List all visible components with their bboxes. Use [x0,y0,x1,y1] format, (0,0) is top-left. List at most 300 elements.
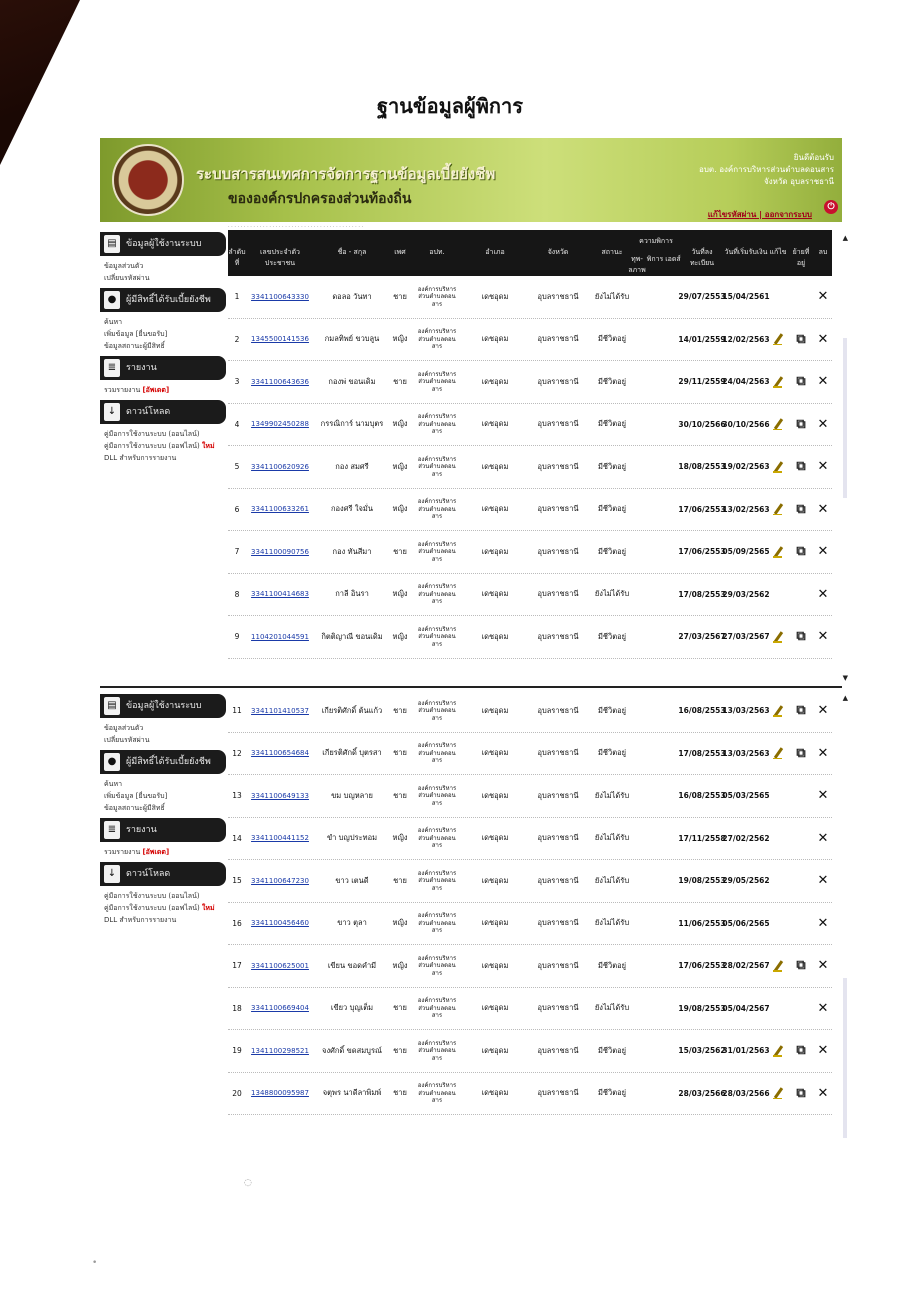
cell-start-date: 13/03/2563 [722,748,770,758]
column-header: ย้ายที่อยู่ [792,248,810,267]
cell-status: ยังไม่ได้รับ [594,833,630,843]
edit-pencil-icon[interactable] [773,747,783,759]
table-cell [724,733,768,775]
edit-pencil-icon[interactable] [773,418,783,430]
table-cell [228,574,246,616]
table-row[interactable] [228,616,832,659]
sidebar-section-header[interactable] [100,862,226,886]
delete-x-icon[interactable]: ✕ [817,1043,829,1059]
table-cell [724,276,768,318]
copy-icon[interactable]: ⧉ [796,629,806,645]
sidebar-link[interactable] [100,260,226,272]
citizen-id-link[interactable]: 3341100456460 [251,919,309,928]
table-cell [528,945,588,987]
cell-province: อุบลราชธานี [537,960,579,970]
table-cell [814,1030,832,1072]
table-cell [388,1073,412,1115]
column-header: อปท. [429,248,445,256]
cell-start-date: 24/04/2563 [722,377,770,387]
sidebar-link-text: คู่มือการใช้งานระบบ (ออนไลน์) [104,892,200,900]
column-header: ชื่อ - สกุล [337,248,367,256]
delete-x-icon[interactable]: ✕ [817,586,829,602]
table-cell [528,775,588,817]
table-cell [680,489,724,531]
table-cell [528,531,588,573]
column-header: วันที่ลงทะเบียน [689,248,715,267]
citizen-id-link[interactable]: 1345500141536 [251,335,309,344]
table-cell [768,319,788,361]
copy-icon[interactable]: ⧉ [796,958,806,974]
citizen-id-link[interactable]: 3341100090756 [251,547,309,556]
table-cell [316,1030,388,1072]
table-cell [388,903,412,945]
table-row[interactable] [228,860,832,903]
cell-district: เดชอุดม [481,833,509,843]
table-cell [814,574,832,616]
cell-reg-date: 16/08/2553 [678,791,726,801]
delete-x-icon[interactable]: ✕ [817,544,829,560]
column-header: อำเภอ [485,248,505,256]
table-cell [464,531,526,573]
citizen-id-link[interactable]: 3341100414683 [251,590,309,599]
cell-province: อุบลราชธานี [537,1003,579,1013]
table-cell [790,616,812,658]
table-cell [790,690,812,732]
copy-icon[interactable]: ⧉ [796,1043,806,1059]
cell-province: อุบลราชธานี [537,631,579,641]
table-cell [316,775,388,817]
data-table [228,690,832,1115]
sidebar-link-text: รวมรายงาน [104,848,143,856]
delete-x-icon[interactable]: ✕ [817,331,829,347]
cell-sex: ชาย [393,291,407,301]
cell-org: องค์การบริหารส่วนตำบลดอนสาร [417,954,457,977]
sidebar-link[interactable] [100,384,226,396]
table-cell [464,733,526,775]
citizen-id-link[interactable]: 3341100625001 [251,961,309,970]
table-cell [768,690,788,732]
logout-icon[interactable]: ⏻ [824,200,838,214]
table-cell [464,319,526,361]
delete-x-icon[interactable]: ✕ [817,459,829,475]
sidebar-link[interactable] [100,272,226,284]
sidebar-link-text: ข้อมูลส่วนตัว [104,262,144,270]
edit-pencil-icon[interactable] [773,503,783,515]
table-cell [388,733,412,775]
table-cell [680,945,724,987]
user-icon: ● [104,753,120,771]
table-cell [724,1030,768,1072]
sidebar-link[interactable] [100,328,226,340]
sidebar-link[interactable] [100,340,226,352]
table-row[interactable] [228,818,832,861]
citizen-id-link[interactable]: 1104201044591 [251,632,309,641]
table-cell [528,489,588,531]
delete-x-icon[interactable]: ✕ [817,374,829,390]
sidebar-link[interactable] [100,734,226,746]
cell-start-date: 05/04/2567 [722,1003,770,1013]
sidebar-link[interactable] [100,914,226,926]
cell-org: องค์การบริหารส่วนตำบลดอนสาร [417,498,457,520]
sidebar-section-title: รายงาน [126,825,157,835]
sidebar-link[interactable] [100,778,226,790]
table-cell [228,1030,246,1072]
table-cell [814,1073,832,1115]
copy-icon[interactable]: ⧉ [796,331,806,347]
cell-district: เดชอุดม [481,748,509,758]
table-cell [464,1030,526,1072]
table-cell [388,404,412,446]
table-cell [814,860,832,902]
table-cell [790,276,812,318]
data-table [228,230,832,659]
table-row[interactable] [228,531,832,574]
sidebar-link-text: ค้นหา [104,318,123,326]
table-cell [414,319,460,361]
table-cell [814,489,832,531]
delete-x-icon[interactable]: ✕ [817,289,829,305]
table-cell [768,616,788,658]
table-row[interactable] [228,446,832,489]
table-cell [790,1030,812,1072]
table-cell [680,574,724,616]
table-row[interactable] [228,319,832,362]
table-cell [768,860,788,902]
citizen-id-link[interactable]: 3341100649133 [251,791,309,800]
cell-sex: หญิง [392,631,408,641]
table-row[interactable] [228,1073,832,1116]
table-cell [528,818,588,860]
cell-name: กองศรี ใจมั่น [330,504,373,514]
column-header: เพศ [394,248,406,256]
table-row[interactable] [228,988,832,1031]
scroll-up-arrow[interactable]: ▲ [842,234,848,242]
delete-x-icon[interactable]: ✕ [817,745,829,761]
scroll-up-arrow[interactable]: ▲ [842,694,848,702]
table-cell [724,860,768,902]
cell-province: อุบลราชธานี [537,875,579,885]
cell-province: อุบลราชธานี [537,461,579,471]
citizen-id-link[interactable]: 3341100643636 [251,377,309,386]
sidebar-link-text: รวมรายงาน [104,386,143,394]
table-cell [588,616,636,658]
sidebar-section-header[interactable] [100,818,226,842]
column-subheader: พิการ [646,255,664,263]
edit-pencil-icon[interactable] [773,705,783,717]
sidebar-link[interactable] [100,846,226,858]
report-icon: ≣ [104,821,120,839]
cell-status: ยังไม่ได้รับ [594,1003,630,1013]
sidebar-section-title: รายงาน [126,363,157,373]
table-row[interactable] [228,945,832,988]
cell-no: 16 [232,918,242,928]
citizen-id-link[interactable]: 3341100654684 [251,749,309,758]
table-cell [724,531,768,573]
cell-reg-date: 15/03/2562 [678,1046,726,1056]
scrollbar[interactable] [843,338,847,498]
cell-status: มีชีวิตอยู่ [597,631,626,641]
edit-pencil-icon[interactable] [773,333,783,345]
table-row[interactable] [228,733,832,776]
table-cell [790,733,812,775]
cell-no: 18 [232,1003,242,1013]
citizen-id-link[interactable]: 3341101410537 [251,706,309,715]
copy-icon[interactable]: ⧉ [796,703,806,719]
table-row[interactable] [228,903,832,946]
table-row[interactable] [228,489,832,532]
table-row[interactable] [228,361,832,404]
sidebar-section-header[interactable] [100,750,226,774]
cell-org: องค์การบริหารส่วนตำบลดอนสาร [417,827,457,849]
copy-icon[interactable]: ⧉ [796,745,806,761]
column-header: แก้ไข [769,248,787,256]
cell-start-date: 29/03/2562 [722,589,770,599]
delete-x-icon[interactable]: ✕ [817,1000,829,1016]
delete-x-icon[interactable]: ✕ [817,1085,829,1101]
cell-start-date: 13/02/2563 [722,504,770,514]
cell-sex: หญิง [392,461,408,471]
table-cell [814,690,832,732]
sidebar-section-title: ดาวน์โหลด [126,407,171,417]
user-info [654,152,834,188]
table-cell [768,276,788,318]
cell-district: เดชอุดม [481,790,509,800]
cell-start-date: 12/02/2563 [722,334,770,344]
citizen-id-link[interactable]: 3341100633261 [251,505,309,514]
table-cell [248,860,312,902]
cell-district: เดชอุดม [481,960,509,970]
table-cell [528,860,588,902]
column-header: สถานะ [601,248,623,256]
sidebar-link[interactable] [100,890,226,902]
sidebar-link[interactable] [100,722,226,734]
edit-pencil-icon[interactable] [773,1087,783,1099]
cell-org: องค์การบริหารส่วนตำบลดอนสาร [417,370,457,393]
column-subheader: เอดส์ [665,255,681,263]
citizen-id-link[interactable]: 1348800095987 [251,1089,309,1098]
sidebar-link-text: ข้อมูลส่วนตัว [104,724,144,732]
cell-start-date: 19/02/2563 [722,462,770,472]
sidebar-section-title: ดาวน์โหลด [126,869,171,879]
table-cell [724,616,768,658]
cell-org: องค์การบริหารส่วนตำบลดอนสาร [417,455,457,478]
copy-icon[interactable]: ⧉ [796,374,806,390]
cell-district: เดชอุดม [481,1003,509,1013]
table-cell [790,446,812,488]
cell-org: องค์การบริหารส่วนตำบลดอนสาร [417,1039,457,1062]
cell-no: 13 [232,791,242,801]
table-cell [588,860,636,902]
edit-pencil-icon[interactable] [773,1045,783,1057]
copy-icon[interactable]: ⧉ [796,416,806,432]
cell-no: 3 [234,377,240,387]
edit-pencil-icon[interactable] [773,960,783,972]
table-cell [316,319,388,361]
cell-no: 9 [234,632,240,642]
citizen-id-link[interactable]: 1341100298521 [251,1046,309,1055]
table-cell [724,690,768,732]
table-cell [414,531,460,573]
table-cell [464,860,526,902]
cell-name: กอง สมศรี [335,461,369,471]
copy-icon[interactable]: ⧉ [796,1085,806,1101]
cell-reg-date: 17/08/2553 [678,589,726,599]
sidebar-section-header[interactable] [100,288,226,312]
table-cell [388,988,412,1030]
table-cell [388,1030,412,1072]
sidebar-link[interactable] [100,428,226,440]
sidebar-link[interactable] [100,902,226,914]
cell-sex: หญิง [392,334,408,344]
cell-name: กิตติญาณี ขอนเดิม [321,631,383,641]
table-cell [316,818,388,860]
cell-reg-date: 19/08/2553 [678,1003,726,1013]
sidebar-link[interactable] [100,452,226,464]
cell-district: เดชอุดม [481,546,509,556]
copy-icon[interactable]: ⧉ [796,544,806,560]
edit-pencil-icon[interactable] [773,461,783,473]
cell-org: องค์การบริหารส่วนตำบลดอนสาร [417,784,457,807]
scan-mark: • [92,1258,98,1268]
table-cell [464,276,526,318]
copy-icon[interactable]: ⧉ [796,501,806,517]
cell-status: มีชีวิตอยู่ [597,960,626,970]
table-row[interactable] [228,690,832,733]
delete-x-icon[interactable]: ✕ [817,915,829,931]
edit-pencil-icon[interactable] [773,631,783,643]
table-row[interactable] [228,1030,832,1073]
table-cell [528,404,588,446]
table-cell [814,733,832,775]
table-cell [464,616,526,658]
delete-x-icon[interactable]: ✕ [817,830,829,846]
table-row[interactable] [228,404,832,447]
table-cell [814,361,832,403]
cell-province: อุบลราชธานี [537,419,579,429]
table-cell [316,690,388,732]
cell-name: จงศักดิ์ ขดสมบูรณ์ [322,1045,382,1055]
cell-reg-date: 29/07/2553 [678,292,726,302]
sidebar-link[interactable] [100,440,226,452]
user-info-line: อบต. องค์การบริหารส่วนตำบลดอนสาร [699,165,834,174]
sidebar-section-header[interactable] [100,356,226,380]
table-row[interactable] [228,276,832,319]
table-cell [414,1030,460,1072]
scan-mark: ◌ [244,1178,252,1188]
citizen-id-link[interactable]: 3341100643330 [251,292,309,301]
cell-sex: ชาย [393,1003,407,1013]
cell-province: อุบลราชธานี [537,376,579,386]
citizen-id-link[interactable]: 1349902450288 [251,420,309,429]
cell-district: เดชอุดม [481,291,509,301]
table-cell [680,531,724,573]
cell-name: กมลทิพย์ ขวบลูน [324,334,380,344]
screenshot-frame [100,138,848,1150]
download-icon: ↓ [104,865,120,883]
table-cell [388,276,412,318]
table-cell [414,1073,460,1115]
cell-status: ยังไม่ได้รับ [594,918,630,928]
breadcrumb-strip: · · · · · · · · · · · · · · · · · · · · · · · · · · · · · · · · · · · · · · · · · · · [228,224,364,230]
table-cell [768,574,788,616]
delete-x-icon[interactable]: ✕ [817,958,829,974]
sidebar [100,690,226,926]
cell-start-date: 28/02/2567 [722,961,770,971]
sidebar-link[interactable] [100,790,226,802]
table-header [228,230,832,276]
cell-status: ยังไม่ได้รับ [594,875,630,885]
table-row[interactable] [228,775,832,818]
cell-province: อุบลราชธานี [537,1088,579,1098]
sidebar-section-header[interactable] [100,694,226,718]
table-cell [228,276,246,318]
cell-reg-date: 30/10/2566 [678,419,726,429]
scroll-down-arrow[interactable]: ▼ [842,674,848,682]
cell-reg-date: 17/08/2553 [678,748,726,758]
cell-name: ขาว ตุลา [337,918,367,928]
table-cell [414,903,460,945]
cell-district: เดชอุดม [481,631,509,641]
cell-name: กอง ทันสีมา [332,546,372,556]
copy-icon[interactable]: ⧉ [796,459,806,475]
sidebar-section-header[interactable] [100,232,226,256]
table-cell [316,361,388,403]
citizen-id-link[interactable]: 3341100620926 [251,462,309,471]
delete-x-icon[interactable]: ✕ [817,416,829,432]
column-subheader: ทุพ-ลภาพ [628,255,646,274]
cell-district: เดชอุดม [481,875,509,885]
delete-x-icon[interactable]: ✕ [817,629,829,645]
table-cell [388,818,412,860]
table-cell [680,276,724,318]
table-cell [464,446,526,488]
sidebar-link-text: เพิ่มข้อมูล [ยื่นขอรับ] [104,330,168,338]
edit-pencil-icon[interactable] [773,546,783,558]
table-cell [680,446,724,488]
account-links[interactable]: แก้ไขรหัสผ่าน | ออกจากระบบ [707,210,812,219]
sidebar-section-header[interactable] [100,400,226,424]
table-cell [464,489,526,531]
table-cell [464,1073,526,1115]
table-cell [768,818,788,860]
citizen-id-link[interactable]: 3341100647230 [251,876,309,885]
sidebar-link[interactable] [100,316,226,328]
table-cell [464,690,526,732]
table-cell [790,404,812,446]
sidebar-link-text: คู่มือการใช้งานระบบ (ออนไลน์) [104,430,200,438]
citizen-id-link[interactable]: 3341100441152 [251,834,309,843]
table-cell [228,945,246,987]
scrollbar[interactable] [843,978,847,1138]
table-cell [768,1073,788,1115]
sidebar-link[interactable] [100,802,226,814]
table-cell [228,903,246,945]
table-row[interactable] [228,574,832,617]
page-corner-shadow [0,0,90,170]
delete-x-icon[interactable]: ✕ [817,501,829,517]
delete-x-icon[interactable]: ✕ [817,873,829,889]
citizen-id-link[interactable]: 3341100669404 [251,1004,309,1013]
table-cell [528,988,588,1030]
cell-district: เดชอุดม [481,1088,509,1098]
table-cell [248,818,312,860]
cell-status: มีชีวิตอยู่ [597,376,626,386]
delete-x-icon[interactable]: ✕ [817,703,829,719]
table-cell [814,404,832,446]
delete-x-icon[interactable]: ✕ [817,788,829,804]
table-cell [814,616,832,658]
edit-pencil-icon[interactable] [773,376,783,388]
